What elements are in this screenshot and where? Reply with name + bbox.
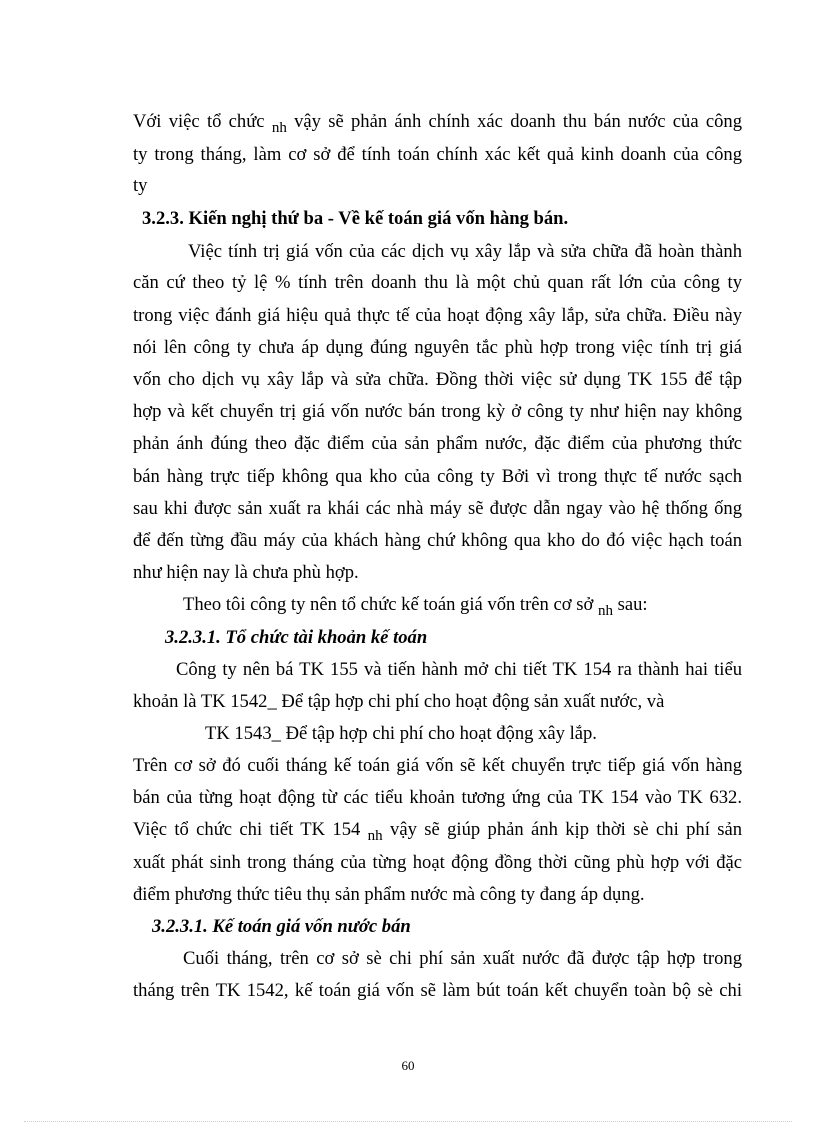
text-line: Việc tính trị giá vốn của các dịch vụ xây lắp và sửa chữa đã hoàn thành [188, 241, 742, 262]
text-line: trong việc đánh giá hiệu quả thực tế của hoạt động xây lắp, sửa chữa. Điều này [133, 305, 742, 326]
text-line: nói lên công ty chưa áp dụng đúng nguyên tắc phù hợp trong việc tính trị giá [133, 337, 742, 358]
section-heading-3-2-3-1: 3.2.3.1. Tổ chức tài khoản kế toán [165, 627, 428, 648]
text-line: tháng trên TK 1542, kế toán giá vốn sẽ làm bút toán kết chuyển toàn bộ sè chi [133, 980, 742, 1001]
text-line: ty trong tháng, làm cơ sở để tính toán chính xác kết quả kinh doanh của công [133, 144, 742, 165]
text-line: hợp và kết chuyển trị giá vốn nước bán trong kỳ ở công ty như hiện nay không [133, 401, 742, 422]
text-line: Với việc tổ chức $_{nh}$ vậy sẽ phản ánh chính xác doanh thu bán nước của công [133, 111, 743, 136]
text-line: vốn cho dịch vụ xây lắp và sửa chữa. Đồng thời việc sử dụng TK 155 để tập [133, 369, 742, 390]
text-line: Công ty nên bá TK 155 và tiến hành mở chi tiết TK 154 ra thành hai tiểu [176, 659, 742, 680]
page-number: 60 [401, 1058, 415, 1073]
text-line: Cuối tháng, trên cơ sở sè chi phí sản xuất nước đã được tập hợp trong [183, 948, 742, 969]
text-line: khoản là TK 1542_ Để tập hợp chi phí cho hoạt động sản xuất nước, và [133, 691, 665, 712]
text-line: phản ánh đúng theo đặc điểm của sản phẩm nước, đặc điểm của phương thức [133, 433, 742, 454]
text-line: điểm phương thức tiêu thụ sản phẩm nước mà công ty đang áp dụng. [133, 884, 645, 905]
text-line: như hiện nay là chưa phù hợp. [133, 562, 359, 583]
section-heading-3-2-3: 3.2.3. Kiến nghị thứ ba - Về kế toán giá vốn hàng bán. [142, 208, 569, 229]
text-line: Việc tổ chức chi tiết TK 154 $_{nh}$ vậy sẽ giúp phản ánh kịp thời sè chi phí sản [133, 819, 743, 844]
text-line: sau khi được sản xuất ra khái các nhà máy sẽ được dẫn ngay vào hệ thống ống [133, 498, 742, 519]
page-bottom-divider [24, 1121, 792, 1122]
section-heading-3-2-3-1-b: 3.2.3.1. Kế toán giá vốn nước bán [152, 916, 411, 937]
text-line: Trên cơ sở đó cuối tháng kế toán giá vốn sẽ kết chuyển trực tiếp giá vốn hàng [133, 755, 742, 776]
text-line: bán của từng hoạt động từ các tiểu khoản tương ứng của TK 154 vào TK 632. [133, 787, 742, 808]
text-line: ty [133, 175, 148, 196]
text-line: để đến từng đầu máy của khách hàng chứ không qua kho do đó việc hạch toán [133, 530, 742, 551]
text-line: Theo tôi công ty nên tổ chức kế toán giá vốn trên cơ sở $_{nh}$ sau: [183, 594, 648, 619]
text-line: TK 1543_ Để tập hợp chi phí cho hoạt động xây lắp. [205, 723, 597, 744]
text-line: xuất phát sinh trong tháng của từng hoạt động đồng thời cũng phù hợp với đặc [133, 852, 742, 873]
text-line: bán hàng trực tiếp không qua kho của công ty Bởi vì trong thực tế nước sạch [133, 466, 742, 487]
text-line: căn cứ theo tỷ lệ % tính trên doanh thu là một chủ quan rất lớn của công ty [133, 272, 742, 293]
